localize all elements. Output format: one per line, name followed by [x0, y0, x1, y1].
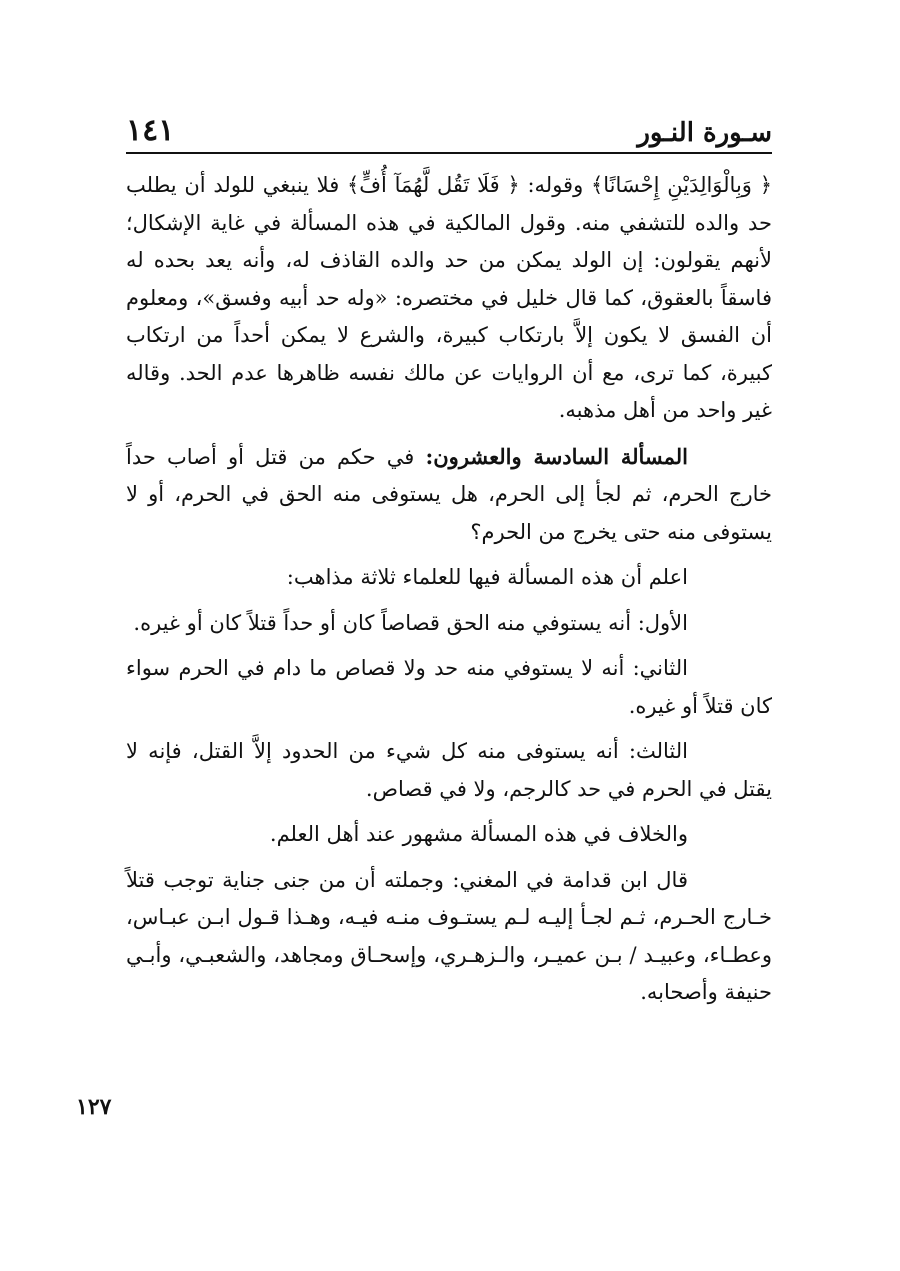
paragraph-8: [126, 862, 772, 1012]
paragraph-2-text: في حكم من قتل أو أصاب حداً خارج الحرم، ثم لجأ إلى الحرم، هل يستوفى منه الحق في الحرم، أو لا يستوفى منه حتى يخرج من الحرم؟: [126, 444, 772, 544]
paragraph-3-text: اعلم أن هذه المسألة فيها للعلماء ثلاثة مذاهب:: [286, 565, 688, 589]
paragraph-3: [126, 559, 772, 597]
paragraph-1: [126, 167, 772, 430]
page-header: [126, 112, 772, 154]
paragraph-6-text: الثالث: أنه يستوفى منه كل شيء من الحدود إلاَّ القتل، فإنه لا يقتل في الحرم في حد كالرجم، ولا في قصاص.: [126, 739, 772, 801]
margin-page-reference: ١٢٧: [76, 1094, 112, 1120]
paragraph-8-text: قال ابن قدامة في المغني: وجملته أن من جنى جناية توجب قتلاً خـارج الحـرم، ثـم لجـأ إليـه لـم يستـوف منـه فيـه، وهـذا قـول ابـن عبـاس، وعطـاء، وعبيـد / بـن عميـر، والـزهـري، وإسحـاق ومجاهد، والشعبـي، وأبـي حنيفة وأصحابه.: [126, 867, 772, 1004]
section-heading: المسألة السادسة والعشرون:: [425, 443, 688, 469]
surah-title: سـورة النـور: [637, 118, 772, 148]
paragraph-5: [126, 650, 772, 725]
header-rule: [126, 152, 772, 154]
page-body: [126, 167, 772, 1012]
paragraph-4: [126, 605, 772, 643]
paragraph-5-text: الثاني: أنه لا يستوفي منه حد ولا قصاص ما دام في الحرم سواء كان قتلاً أو غيره.: [126, 656, 772, 718]
paragraph-1-text: ﴿ وَبِالْوَالِدَيْنِ إِحْسَانًا﴾ وقوله: ﴿ فَلَا تَقُل لَّهُمَآ أُفٍّ﴾ فلا ينبغي للولد أن يطلب حد والده للتشفي منه. وقول المالكية في هذه المسألة في غاية الإشكال؛ لأنهم يقولون: إن الولد يمكن من حد والده القاذف له، وأنه يعد بحده له فاسقاً بالعقوق، كما قال خليل في مختصره: «وله حد أبيه وفسق»، ومعلوم أن الفسق لا يكون إلاَّ بارتكاب كبيرة، والشرع لا يمكن أحداً من ارتكاب كبيرة، كما ترى، مع أن الروايات عن مالك نفسه ظاهرها عدم الحد. وقاله غير واحد من أهل مذهبه.: [126, 173, 772, 422]
paragraph-6: [126, 733, 772, 808]
page-number: ١٤١: [126, 113, 175, 148]
paragraph-7-text: والخلاف في هذه المسألة مشهور عند أهل العلم.: [269, 822, 688, 846]
paragraph-4-text: الأول: أنه يستوفي منه الحق قصاصاً كان أو حداً قتلاً كان أو غيره.: [133, 610, 688, 635]
paragraph-2: [126, 438, 772, 552]
paragraph-7: [126, 816, 772, 854]
